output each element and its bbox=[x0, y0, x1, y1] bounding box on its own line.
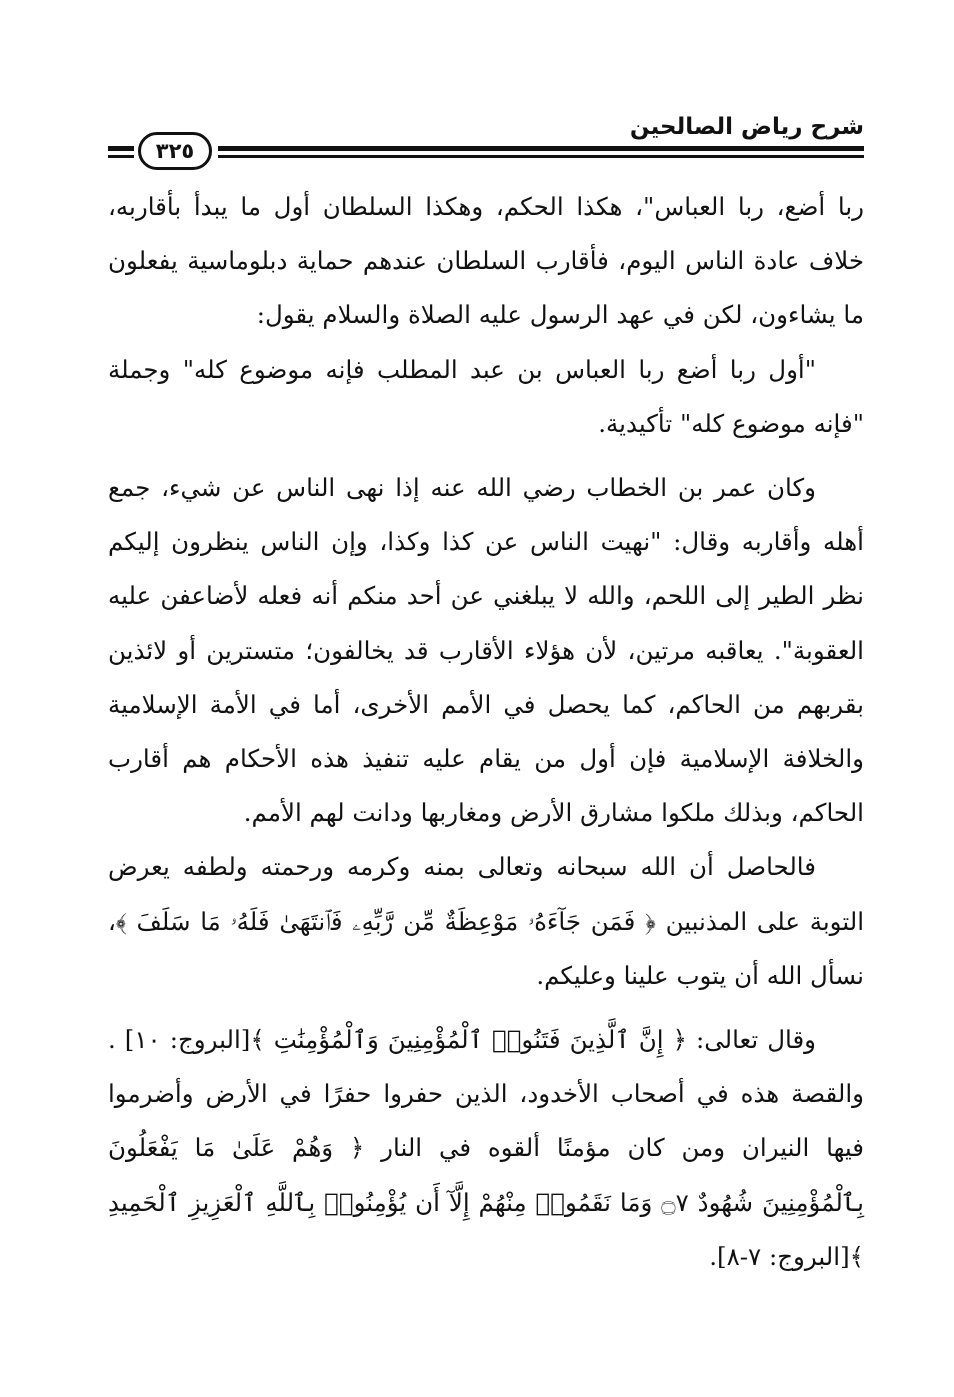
paragraph-1: ربا أضع، ربا العباس"، هكذا الحكم، وهكذا السلطان أول ما يبدأ بأقاربه، خلاف عادة الناس اليوم، فأقارب السلطان عندهم حماية دبلوماسية يفعلون ما يشاءون، لكن في عهد الرسول عليه الصلاة والسلام يقول: bbox=[108, 192, 864, 330]
header-double-rule bbox=[218, 146, 864, 158]
page-header bbox=[108, 114, 864, 170]
paragraph-5: وقال تعالى: ﴿ إِنَّ ٱلَّذِينَ فَتَنُوا۟ ٱلْمُؤْمِنِينَ وَٱلْمُؤْمِنَٰتِ ﴾[البروج: ١٠] . والقصة هذه في أصحاب الأخدود، الذين حفروا حفرًا في الأرض وأضرموا فيها النيران ومن كان مؤمنًا ألقوه في النار ﴿ وَهُمْ عَلَىٰ مَا يَفْعَلُونَ بِٱلْمُؤْمِنِينَ شُهُودٌ ۝٧ وَمَا نَقَمُوا۟ مِنْهُمْ إِلَّآ أَن يُؤْمِنُوا۟ بِٱللَّهِ ٱلْعَزِيزِ ٱلْحَمِيدِ ﴾[البروج: ٧-٨]. bbox=[108, 1025, 864, 1271]
paragraph-2: "أول ربا أضع ربا العباس بن عبد المطلب فإنه موضوع كله" وجملة "فإنه موضوع كله" تأكيدية. bbox=[108, 354, 864, 438]
book-title: شرح رياض الصالحين bbox=[629, 114, 864, 140]
paragraph-4: فالحاصل أن الله سبحانه وتعالى بمنه وكرمه ورحمته ولطفه يعرض التوبة على المذنبين ﴿ فَمَن جَآءَهُۥ مَوْعِظَةٌ مِّن رَّبِّهِۦ فَٱنتَهَىٰ فَلَهُۥ مَا سَلَفَ ﴾، نسأل الله أن يتوب علينا وعليكم. bbox=[108, 852, 864, 990]
page-number: ٣٢٥ bbox=[138, 132, 212, 170]
page-body bbox=[108, 180, 864, 1284]
paragraph-3: وكان عمر بن الخطاب رضي الله عنه إذا نهى الناس عن شيء، جمع أهله وأقاربه وقال: "نهيت الناس عن كذا وكذا، وإن الناس ينظرون إليكم نظر الطير إلى اللحم، والله لا يبلغني عن أحد منكم أنه فعله لأضاعفن عليه العقوبة". يعاقبه مرتين، لأن هؤلاء الأقارب قد يخالفون؛ متسترين أو لائذين بقربهم من الحاكم، كما يحصل في الأمم الأخرى، أما في الأمة الإسلامية والخلافة الإسلامية فإن أول من يقام عليه تنفيذ هذه الأحكام هم أقارب الحاكم، وبذلك ملكوا مشارق الأرض ومغاربها ودانت لهم الأمم. bbox=[108, 473, 864, 828]
header-rule-stub bbox=[108, 146, 134, 158]
